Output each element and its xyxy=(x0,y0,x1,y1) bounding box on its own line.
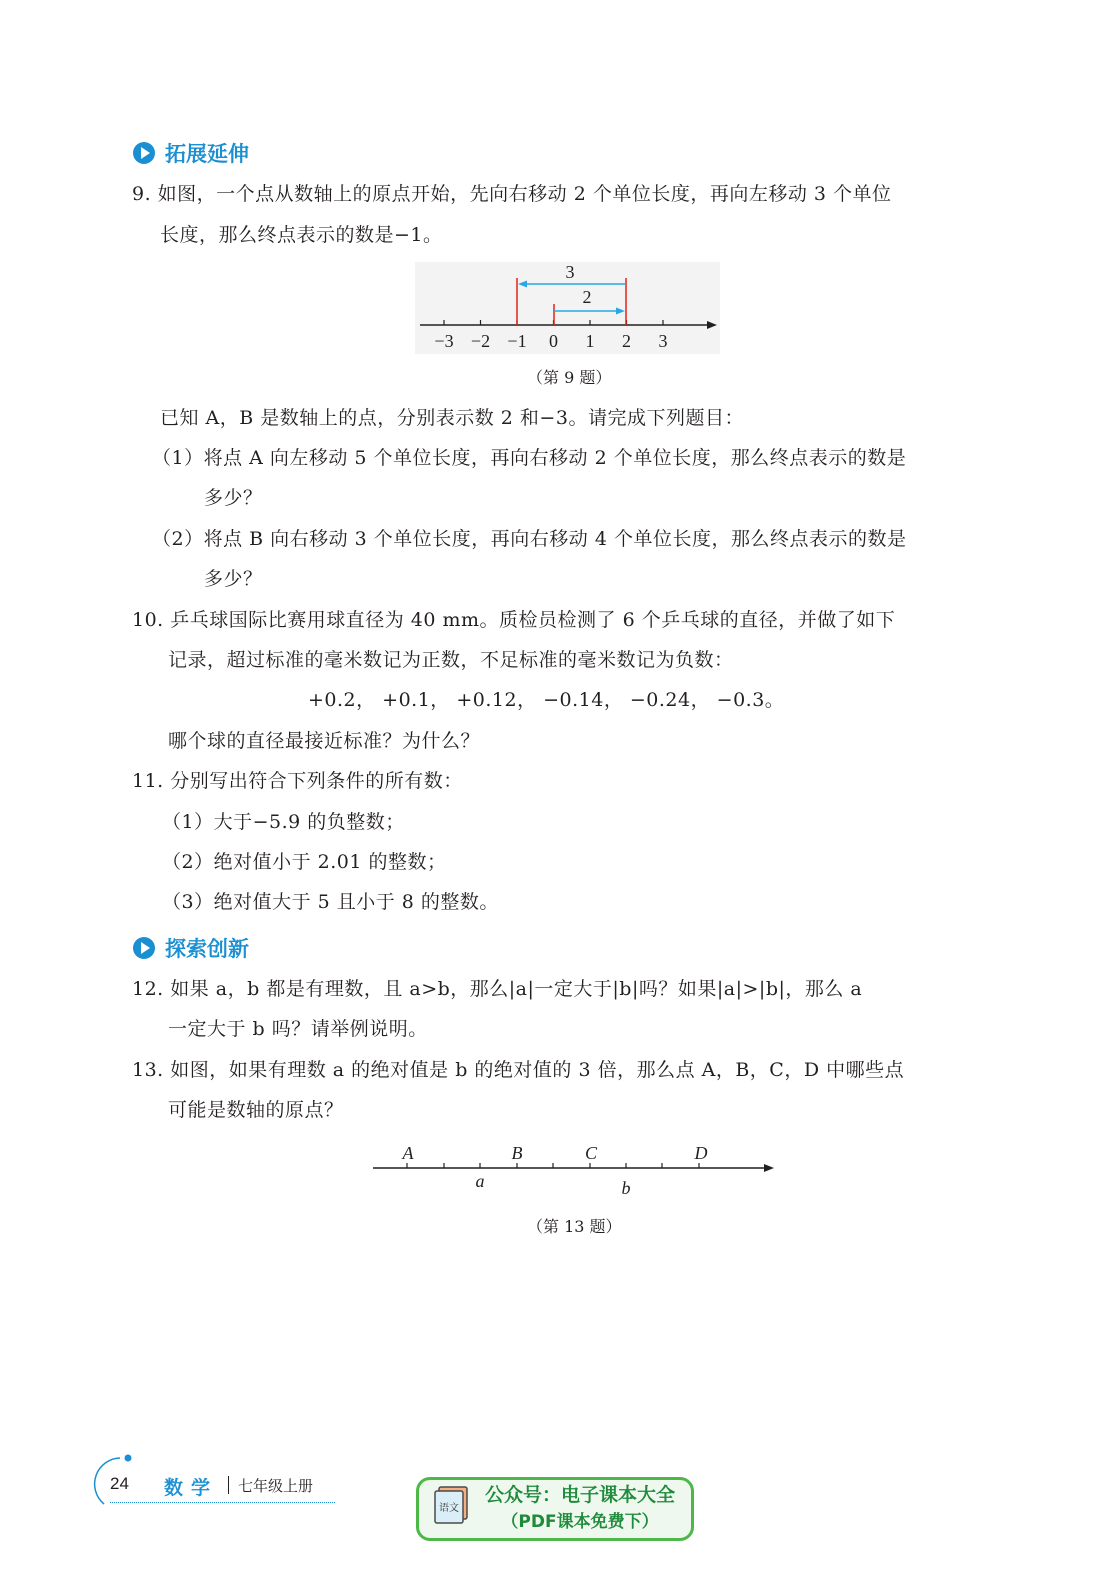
question-9-part1-line1: （1）将点 A 向左移动 5 个单位长度，再向右移动 2 个单位长度，那么终点表示的数是 xyxy=(152,447,907,469)
question-11-part3: （3）绝对值大于 5 且小于 8 的整数。 xyxy=(162,891,499,913)
number-line-figure-13 xyxy=(370,1138,780,1198)
play-icon xyxy=(133,142,155,164)
point-label-b-upper: B xyxy=(511,1143,523,1163)
tick-label: −2 xyxy=(470,331,491,351)
book-icon xyxy=(429,1481,477,1537)
point-label-d-upper: D xyxy=(694,1143,708,1163)
axis-arrowhead xyxy=(764,1164,774,1172)
question-9-part2-line1: （2）将点 B 向右移动 3 个单位长度，再向右移动 4 个单位长度，那么终点表示的数是 xyxy=(152,528,907,550)
footer-subject-title: 数学 xyxy=(164,1477,219,1499)
question-9-line2: 长度，那么终点表示的数是−1。 xyxy=(160,224,443,246)
question-10-line2: 记录，超过标准的毫米数记为正数，不足标准的毫米数记为负数： xyxy=(168,649,734,671)
promo-badge xyxy=(416,1477,694,1541)
question-11-part2: （2）绝对值小于 2.01 的整数； xyxy=(162,851,447,873)
footer-subtitle: 七年级上册 xyxy=(238,1477,314,1495)
section-heading-extension xyxy=(133,138,249,168)
section-title: 拓展延伸 xyxy=(165,142,249,166)
tick-label: 3 xyxy=(658,331,668,351)
promo-line1: 公众号：电子课本大全 xyxy=(484,1484,675,1506)
promo-line2: （PDF课本免费下） xyxy=(501,1512,659,1532)
question-9-line1: 9. 如图，一个点从数轴上的原点开始，先向右移动 2 个单位长度，再向左移动 3 个单位 xyxy=(132,183,892,205)
question-10-question: 哪个球的直径最接近标准？为什么？ xyxy=(168,730,481,752)
play-icon xyxy=(133,937,155,959)
question-10-values: +0.2， +0.1， +0.12， −0.14， −0.24， −0.3。 xyxy=(308,689,785,711)
book-icon-label: 语文 xyxy=(439,1503,459,1514)
question-12-line2: 一定大于 b 吗？请举例说明。 xyxy=(168,1018,428,1040)
question-11-line1: 11. 分别写出符合下列条件的所有数： xyxy=(132,770,463,792)
point-label-a-upper: A xyxy=(402,1143,414,1163)
figure-9-caption: （第 9 题） xyxy=(527,368,612,387)
section-title: 探索创新 xyxy=(165,937,249,961)
tick-label: −1 xyxy=(507,331,527,351)
question-12-line1: 12. 如果 a，b 都是有理数，且 a>b，那么|a|一定大于|b|吗？如果|a|>|b|，那么 a xyxy=(132,978,863,1000)
point-label-b-lower: b xyxy=(621,1178,631,1198)
number-line-figure-9 xyxy=(415,262,720,354)
tick-label: 1 xyxy=(585,331,595,351)
dot-decoration xyxy=(125,1455,132,1462)
point-label-c-upper: C xyxy=(584,1143,598,1163)
tick-label: −3 xyxy=(434,331,454,351)
tick-label: 2 xyxy=(622,331,631,351)
section-heading-innovation xyxy=(133,933,249,963)
promo-badge-text xyxy=(477,1482,683,1536)
question-11-part1: （1）大于−5.9 的负整数； xyxy=(162,811,405,833)
question-13-line2: 可能是数轴的原点？ xyxy=(168,1099,344,1121)
point-label-a-lower: a xyxy=(475,1171,485,1191)
arrow-label-2: 2 xyxy=(582,287,592,307)
arrow-label-3: 3 xyxy=(565,262,575,282)
footer-divider xyxy=(228,1476,229,1494)
question-13-line1: 13. 如图，如果有理数 a 的绝对值是 b 的绝对值的 3 倍，那么点 A，B，C，D 中哪些点 xyxy=(132,1059,905,1081)
question-10-line1: 10. 乒乓球国际比赛用球直径为 40 mm。质检员检测了 6 个乒乓球的直径，并做了如下 xyxy=(132,609,896,631)
question-9-part1-line2: 多少？ xyxy=(204,487,263,509)
page-number: 24 xyxy=(110,1474,129,1493)
question-9-given: 已知 A，B 是数轴上的点，分别表示数 2 和−3。请完成下列题目： xyxy=(160,407,744,429)
footer-dotted-rule xyxy=(110,1502,335,1503)
figure-13-caption: （第 13 题） xyxy=(527,1217,622,1236)
tick-label: 0 xyxy=(549,331,558,351)
question-9-part2-line2: 多少？ xyxy=(204,568,263,590)
